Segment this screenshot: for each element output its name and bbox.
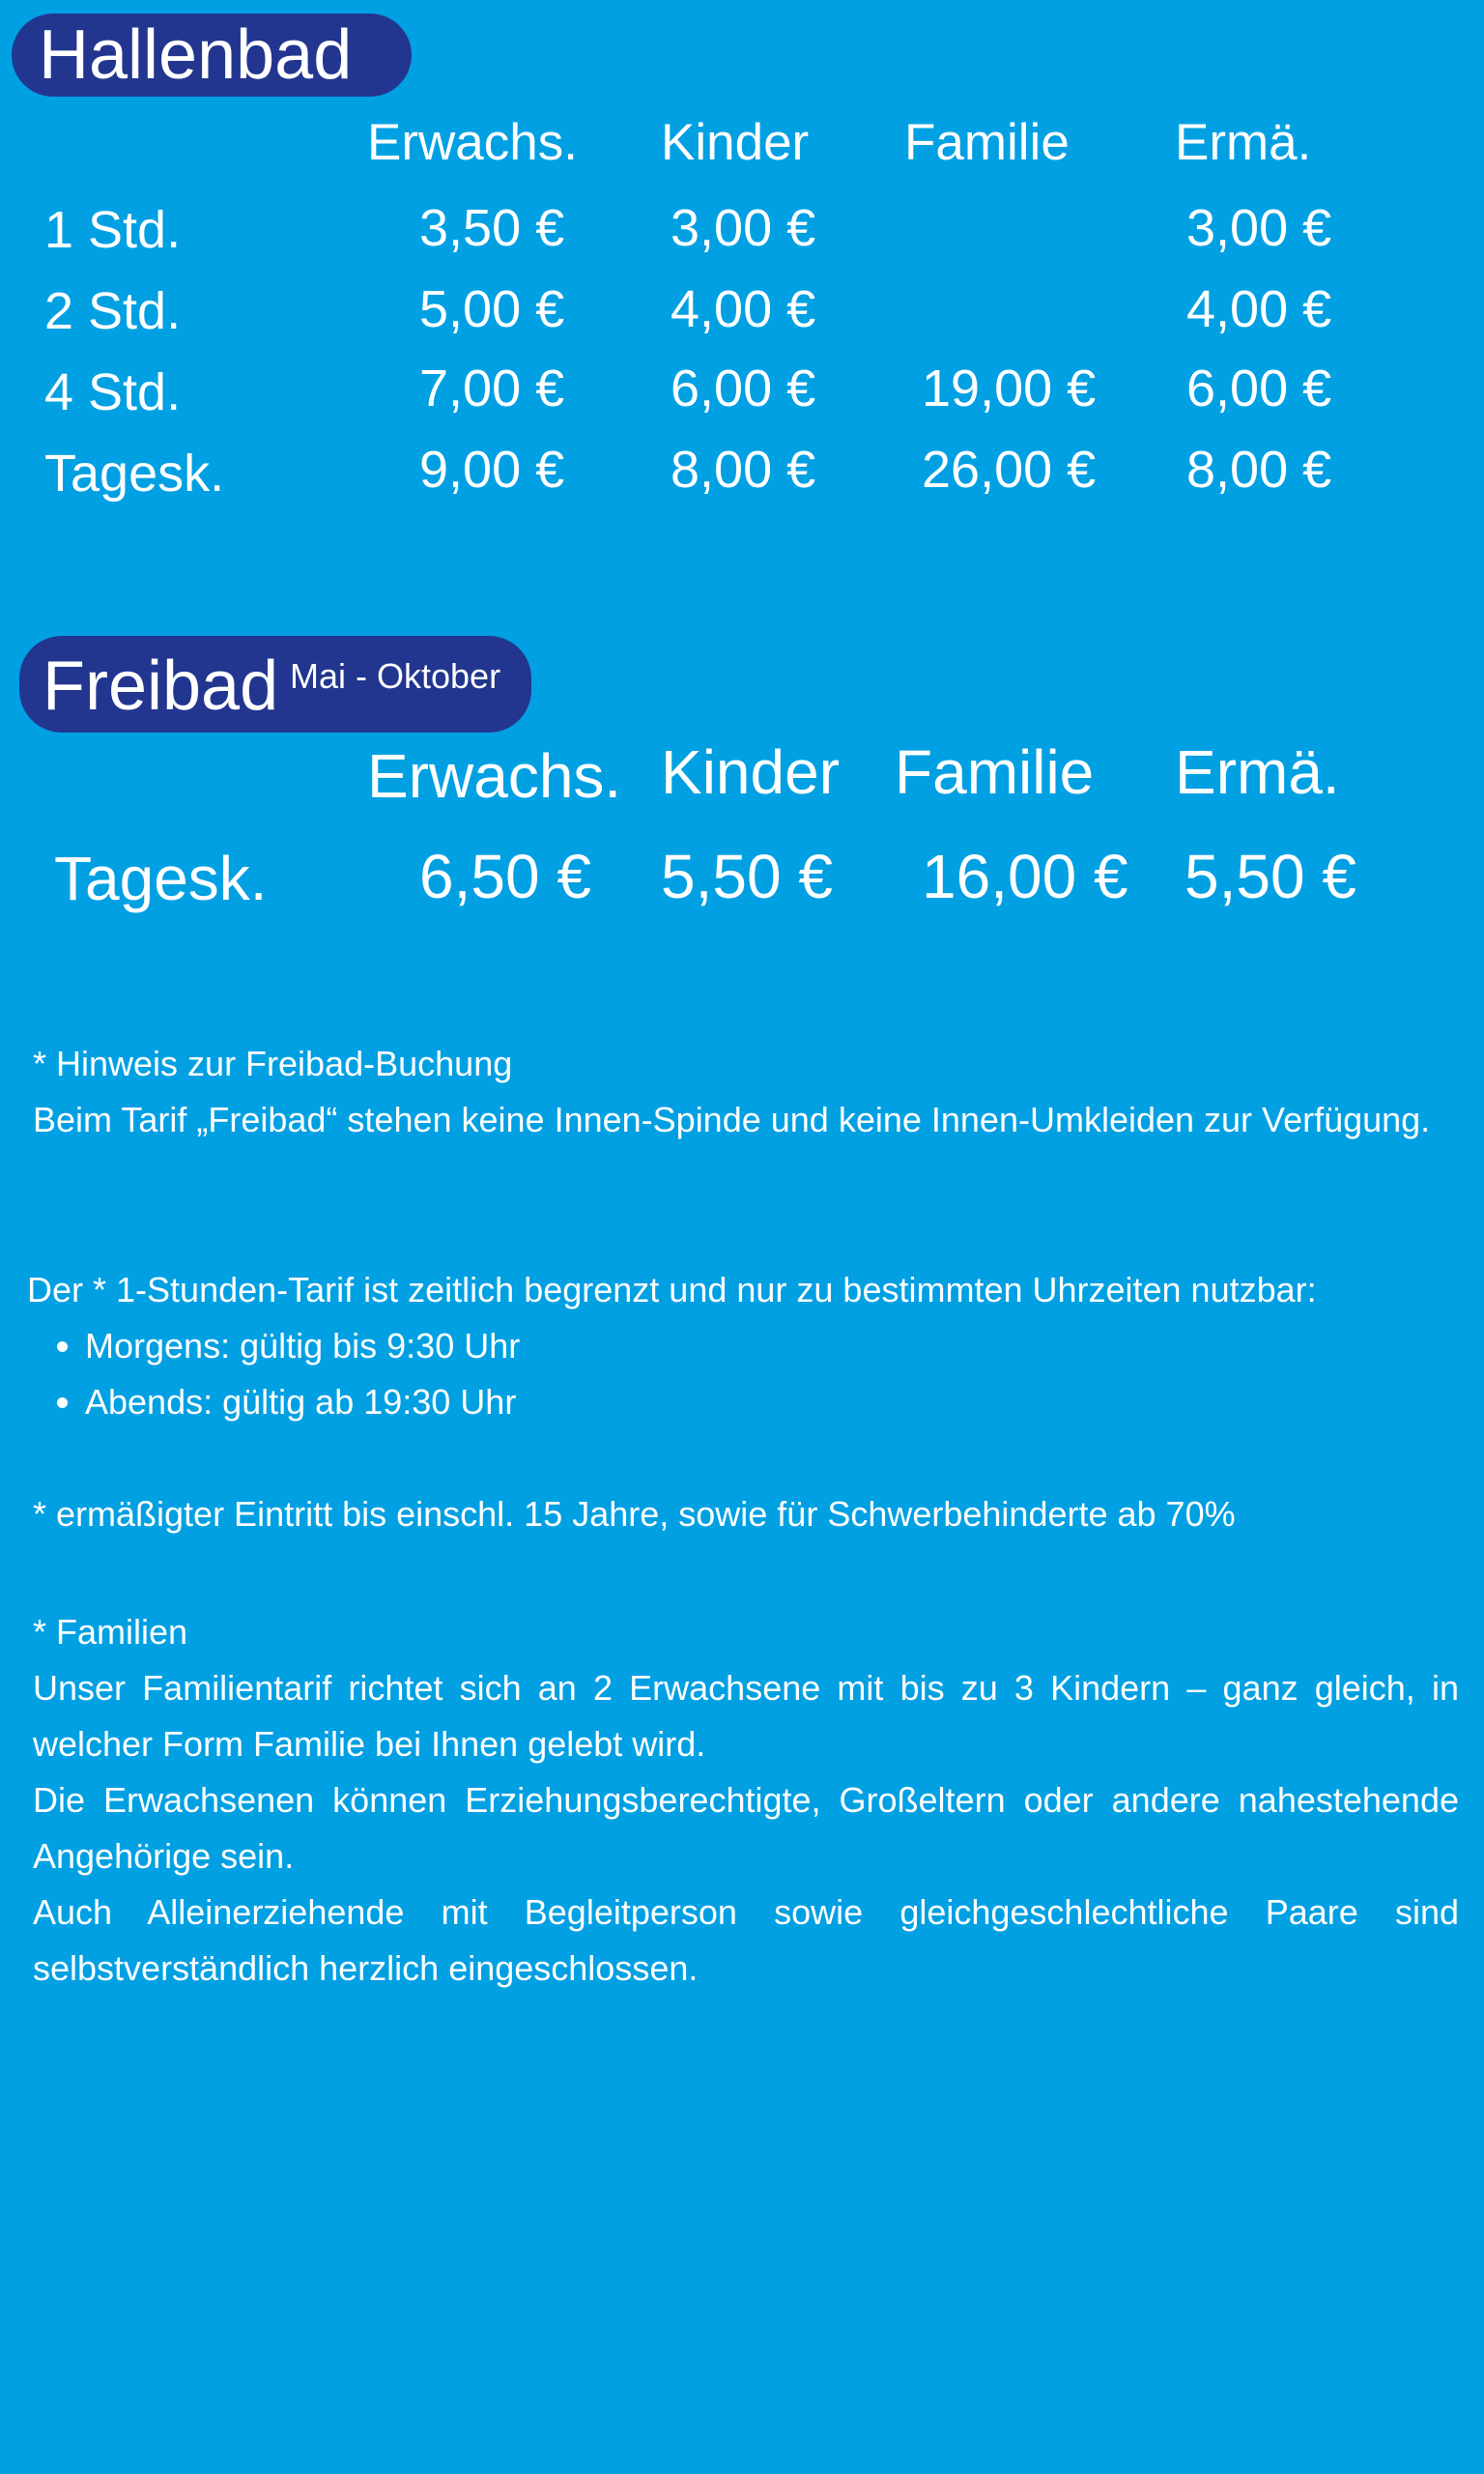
- hallenbad-price-cell: 8,00 €: [671, 441, 816, 499]
- freibad-price-cell: 5,50 €: [1184, 842, 1356, 911]
- ermaessigt-note: [33, 1486, 1459, 1542]
- freibad-price-cell: 6,50 €: [419, 842, 591, 911]
- freibad-season: Mai - Oktober: [290, 656, 501, 696]
- freibad-note-heading: * Hinweis zur Freibad-Buchung: [33, 1044, 513, 1083]
- list-item: • Morgens: gültig bis 9:30 Uhr: [85, 1318, 1453, 1374]
- hallenbad-title-pill: [12, 14, 412, 97]
- hallenbad-price-cell: 5,00 €: [419, 280, 565, 338]
- hallenbad-price-cell: 4,00 €: [1186, 280, 1332, 338]
- hallenbad-header-ermaessigt: Ermä.: [1175, 114, 1312, 171]
- freibad-note-text: Beim Tarif „Freibad“ stehen keine Innen-Spinde und keine Innen-Umkleiden zur Verfügung.: [33, 1100, 1431, 1139]
- hallenbad-price-cell: 6,00 €: [1186, 360, 1332, 417]
- freibad-title-pill: [19, 636, 531, 733]
- stunden-note: [27, 1262, 1453, 1430]
- familien-note-paragraph: Unser Familientarif richtet sich an 2 Erwachsene mit bis zu 3 Kindern – ganz gleich, in welcher Form Familie bei Ihnen gelebt wird.: [33, 1668, 1459, 1764]
- hallenbad-price-cell: 7,00 €: [419, 360, 565, 417]
- hallenbad-price-cell: 26,00 €: [922, 441, 1097, 499]
- familien-note-paragraph: Auch Alleinerziehende mit Begleitperson sowie gleichgeschlechtliche Paare sind selbstverständlich herzlich eingeschlossen.: [33, 1892, 1459, 1988]
- list-item: • Abends: gültig ab 19:30 Uhr: [85, 1374, 1453, 1430]
- hallenbad-header-erwachsene: Erwachs.: [367, 114, 578, 171]
- hallenbad-row-label: Tagesk.: [44, 445, 225, 503]
- familien-note-heading: * Familien: [33, 1612, 188, 1652]
- hallenbad-row-label: 2 Std.: [44, 282, 182, 340]
- ermaessigt-note-text: * ermäßigter Eintritt bis einschl. 15 Jahre, sowie für Schwerbehinderte ab 70%: [33, 1494, 1236, 1534]
- hallenbad-row-label: 4 Std.: [44, 363, 182, 421]
- freibad-title: Freibad: [43, 647, 279, 725]
- hallenbad-price-cell: 8,00 €: [1186, 441, 1332, 499]
- freibad-header-kinder: Kinder: [661, 737, 840, 807]
- stunden-note-list: [27, 1318, 1453, 1430]
- freibad-row-label: Tagesk.: [54, 844, 268, 913]
- stunden-note-text: Der * 1-Stunden-Tarif ist zeitlich begrenzt und nur zu bestimmten Uhrzeiten nutzbar:: [27, 1270, 1317, 1309]
- freibad-price-cell: 5,50 €: [661, 842, 833, 911]
- hallenbad-price-cell: 9,00 €: [419, 441, 565, 499]
- hallenbad-header-kinder: Kinder: [661, 114, 810, 171]
- freibad-price-cell: 16,00 €: [922, 842, 1128, 911]
- freibad-header-familie: Familie: [895, 737, 1095, 807]
- hallenbad-price-cell: 3,00 €: [1186, 199, 1332, 257]
- freibad-note: [33, 1036, 1436, 1148]
- familien-note-paragraph: Die Erwachsenen können Erziehungsberechtigte, Großeltern oder andere nahestehende Angehörige sein.: [33, 1780, 1459, 1876]
- familien-note: [33, 1604, 1459, 1997]
- hallenbad-header-familie: Familie: [904, 114, 1070, 171]
- hallenbad-price-cell: 4,00 €: [671, 280, 816, 338]
- freibad-header-erwachsene: Erwachs.: [367, 741, 622, 811]
- freibad-header-ermaessigt: Ermä.: [1175, 737, 1340, 807]
- hallenbad-price-cell: 6,00 €: [671, 360, 816, 417]
- hallenbad-row-label: 1 Std.: [44, 201, 182, 259]
- hallenbad-price-cell: 3,00 €: [671, 199, 816, 257]
- hallenbad-title: Hallenbad: [39, 16, 353, 94]
- hallenbad-price-cell: 19,00 €: [922, 360, 1097, 417]
- hallenbad-price-cell: 3,50 €: [419, 199, 565, 257]
